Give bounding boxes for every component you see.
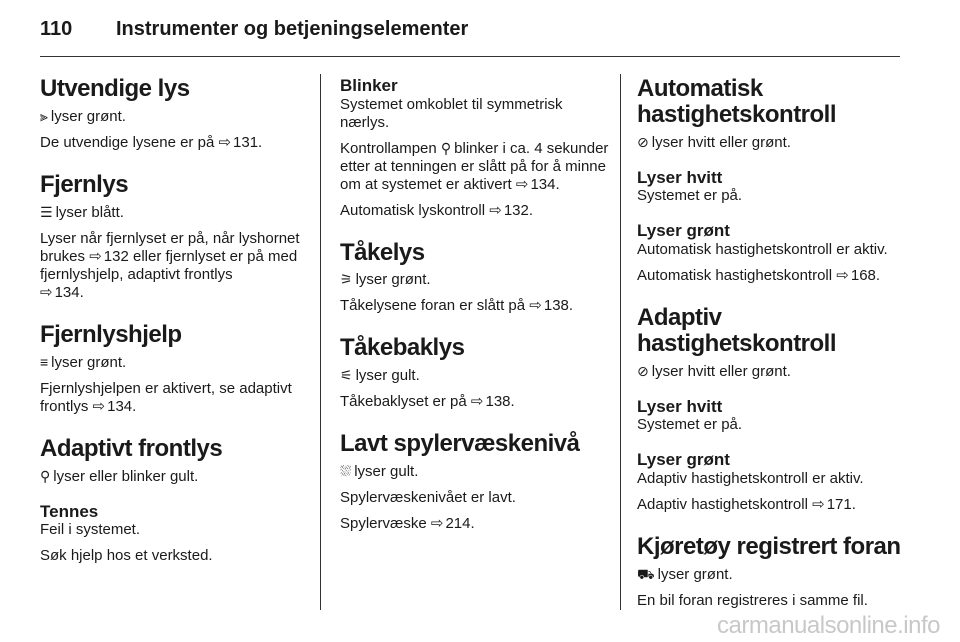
kjoretoy-text: En bil foran registreres i samme fil. (637, 591, 868, 609)
page-ref-icon: ⇨ (89, 247, 102, 265)
blinker-line-1: Systemet omkoblet til symmetrisk nærlys. (340, 95, 563, 131)
fjernlyshjelp-status: ≡ lyser grønt. (40, 353, 127, 371)
adaptivt-frontlys-status: ⚲ lyser eller blinker gult. (40, 467, 199, 485)
spyler-line: Spylervæskenivået er lavt. (340, 489, 516, 507)
takelys-text: Tåkelysene foran er slått på ⇨ 138. (340, 297, 574, 315)
blinker-text: Kontrollampen ⚲ blinker i ca. 4 sekunder etter at tenningen er slått på for å minne om at systemet er aktivert ⇨ 134. (340, 139, 609, 193)
section-title-utvendige-lys: Utvendige lys (40, 75, 190, 102)
page-header-title: Instrumenter og betjeningselementer (116, 18, 469, 40)
page-number: 110 (40, 18, 73, 40)
page-ref-icon: ⇨ (489, 201, 502, 219)
adaptiv-green-text: Adaptiv hastighetskontroll er aktiv. (637, 469, 864, 487)
page-ref-icon: ⇨ (836, 266, 849, 284)
page-ref-icon: ⇨ (92, 397, 106, 415)
header-rule (40, 56, 900, 57)
page-ref-icon: ⇨ (430, 515, 444, 533)
rear-fog-icon: ⚟ (340, 367, 353, 384)
subsection-lyser-hvitt: Lyser hvitt (637, 167, 723, 187)
takebaklys-status: ⚟ lyser gult. (340, 367, 420, 385)
tennes-line-2: Søk hjelp hos et verksted. (40, 547, 213, 565)
tennes-line-1: Feil i systemet. (40, 521, 141, 539)
page-ref-icon: ⇨ (218, 133, 232, 151)
fjernlyshjelp-text: Fjernlyshjelpen er aktivert, se adaptivt frontlys ⇨ 134. (40, 379, 292, 415)
exterior-light-icon: ⫸ (40, 107, 48, 124)
takelys-status: ⚞ lyser grønt. (340, 271, 431, 289)
section-title-automatisk-hastighetskontroll: Automatisk hastighetskontroll (637, 75, 837, 128)
column-3 (637, 76, 907, 618)
utvendige-lys-status: ⫸ lyser grønt. (40, 107, 126, 125)
adaptiv-ref-text: Adaptiv hastighetskontroll ⇨ 171. (637, 495, 856, 513)
auto-status: ⊘ lyser hvitt eller grønt. (637, 133, 791, 151)
auto-white-text: Systemet er på. (637, 187, 743, 205)
spyler-status: ⛆ lyser gult. (340, 463, 419, 481)
watermark: carmanualsonline.info (717, 612, 940, 639)
section-title-lavt-spylervaeskeniva: Lavt spylervæskenivå (340, 430, 580, 458)
section-title-takebaklys: Tåkebaklys (340, 334, 465, 362)
section-title-fjernlyshjelp: Fjernlyshjelp (40, 320, 182, 348)
subsection-lyser-gront: Lyser grønt (637, 450, 730, 470)
section-title-adaptiv-hastighetskontroll: Adaptiv hastighetskontroll (637, 303, 837, 357)
section-title-adaptivt-frontlys: Adaptivt frontlys (40, 434, 223, 462)
high-beam-icon: ☰ (40, 203, 53, 220)
utvendige-lys-text: De utvendige lysene er på ⇨ 131. (40, 133, 263, 151)
page-ref-icon: ⇨ (515, 175, 529, 193)
section-title-fjernlys: Fjernlys (40, 170, 129, 198)
page-ref-icon: ⇨ (40, 283, 53, 301)
auto-ref-text: Automatisk hastighetskontroll ⇨ 168. (637, 266, 881, 284)
front-fog-icon: ⚞ (340, 271, 353, 288)
auto-green-text: Automatisk hastighetskontroll er aktiv. (637, 240, 888, 258)
cruise-control-icon: ⊘ (637, 362, 649, 379)
subsection-title-blinker: Blinker (340, 76, 398, 95)
column-2 (340, 76, 612, 541)
vehicle-ahead-icon: ⛟ (637, 565, 655, 582)
page-ref-icon: ⇨ (529, 297, 542, 315)
column-divider-1 (320, 74, 321, 610)
washer-fluid-icon: ⛆ (340, 463, 352, 480)
subsection-title-tennes: Tennes (40, 501, 99, 521)
section-title-takelys: Tåkelys (340, 238, 425, 266)
spyler-text: Spylervæske ⇨ 214. (340, 515, 475, 533)
subsection-lyser-gront: Lyser grønt (637, 221, 730, 241)
subsection-lyser-hvitt: Lyser hvitt (637, 396, 723, 416)
page-ref-icon: ⇨ (470, 393, 484, 411)
kjoretoy-status: ⛟ lyser grønt. (637, 565, 733, 583)
fjernlys-text: Lyser når fjernlyset er på, når lyshornet brukes ⇨ 132 eller fjernlyset er på med fjernlyshjelp, adaptivt frontlys ⇨ 134. (40, 229, 300, 301)
cruise-control-icon: ⊘ (637, 133, 649, 150)
page-ref-icon: ⇨ (812, 495, 825, 513)
takebaklys-text: Tåkebaklyset er på ⇨ 138. (340, 393, 515, 411)
section-title-kjoretoy-registrert-foran: Kjøretøy registrert foran (637, 532, 901, 560)
adaptiv-status: ⊘ lyser hvitt eller grønt. (637, 362, 791, 380)
column-divider-2 (620, 74, 621, 610)
adaptive-light-icon: ⚲ (40, 467, 51, 484)
page-header (40, 18, 468, 41)
column-1 (40, 76, 310, 573)
fjernlys-status: ☰ lyser blått. (40, 203, 124, 221)
adaptive-light-icon: ⚲ (440, 139, 452, 156)
blinker-auto: Automatisk lyskontroll ⇨ 132. (340, 201, 534, 219)
adaptiv-white-text: Systemet er på. (637, 416, 743, 434)
high-beam-assist-icon: ≡ (40, 353, 49, 370)
